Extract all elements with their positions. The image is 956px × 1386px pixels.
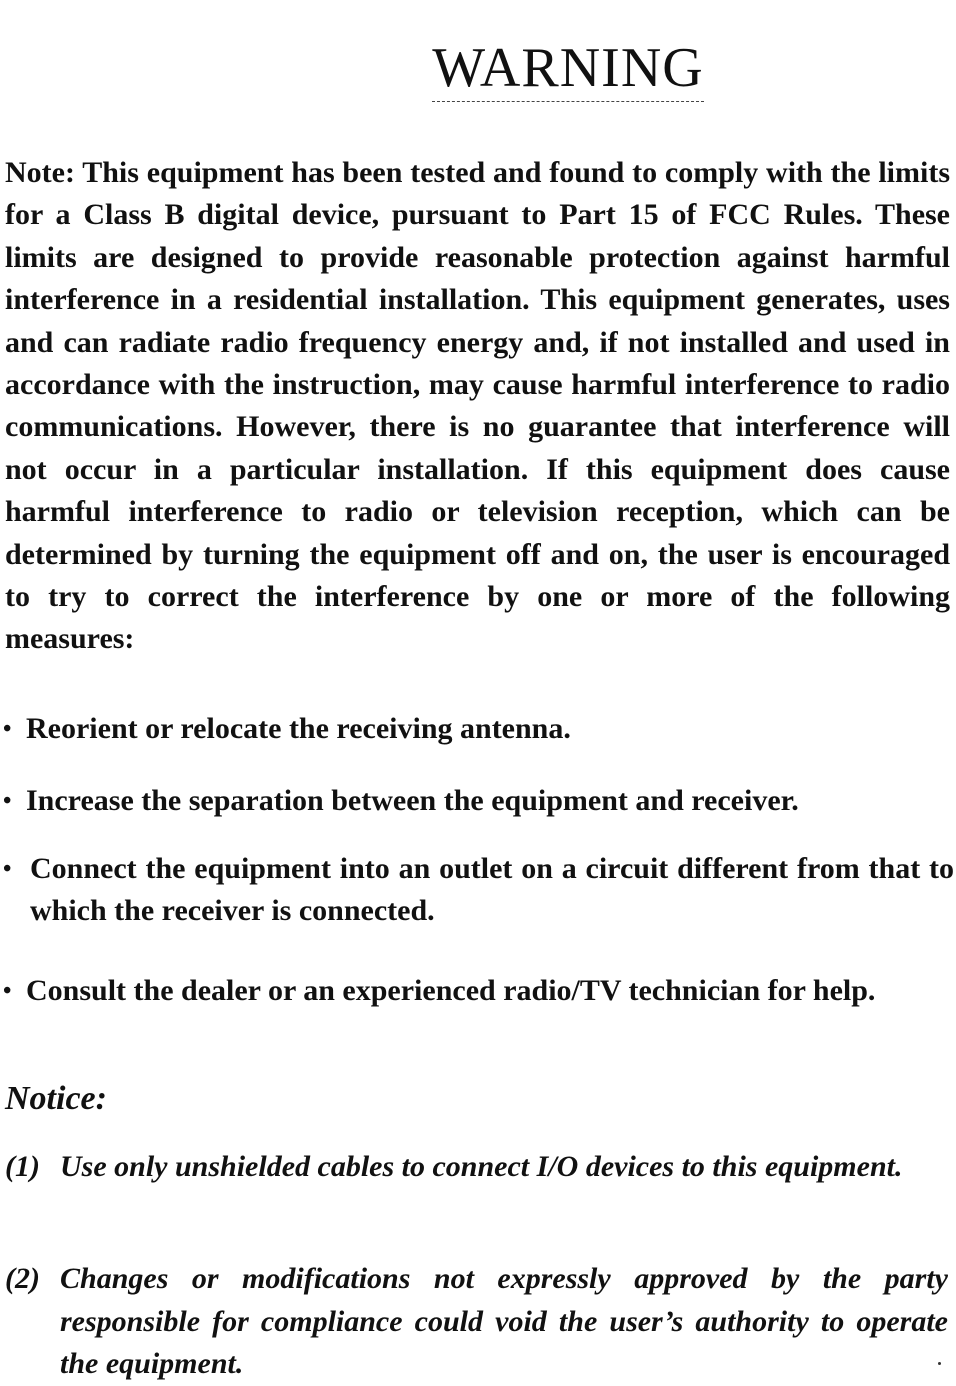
measure-text: Consult the dealer or an experienced radio/TV technician for help. [26,974,876,1007]
bullet-icon: • [3,978,12,1004]
bullet-icon: • [3,788,12,814]
note-paragraph: Note: This equipment has been tested and found to comply with the limits for a Class B digital device, pursuant to Part 15 of FCC Rules. These limits are designed to provide reasonable protection against harmful interference in a residential installation. This equipment generates, uses and can radiate radio frequency energy and, if not installed and used in accordance with the instruction, may cause harmful interference to radio communications. However, there is no guarantee that interference will not occur in a particular installation. If this equipment does cause harmful interference to radio or television reception, which can be determined by turning the equipment off and on, the user is encouraged to try to correct the interference by one or more of the following measures: [5,156,950,656]
measure-text: Increase the separation between the equipment and receiver. [26,784,799,817]
title-area [0,0,956,139]
notice-number: (1) [5,1150,40,1183]
page-title: WARNING [432,38,703,102]
scan-speck [938,1362,941,1365]
notice-title: Notice: [5,1080,107,1117]
bullet-icon: • [3,716,12,742]
measure-text: Reorient or relocate the receiving antenna. [26,712,571,745]
notice-text: Use only unshielded cables to connect I/O devices to this equipment. [60,1150,903,1183]
notice-number: (2) [5,1262,40,1295]
measure-text: Connect the equipment into an outlet on a circuit different from that to which the receiver is connected. [30,852,954,927]
notice-text: Changes or modifications not expressly approved by the party responsible for compliance could void the user’s authority to operate the equipment. [60,1262,948,1380]
bullet-icon: • [3,856,12,882]
